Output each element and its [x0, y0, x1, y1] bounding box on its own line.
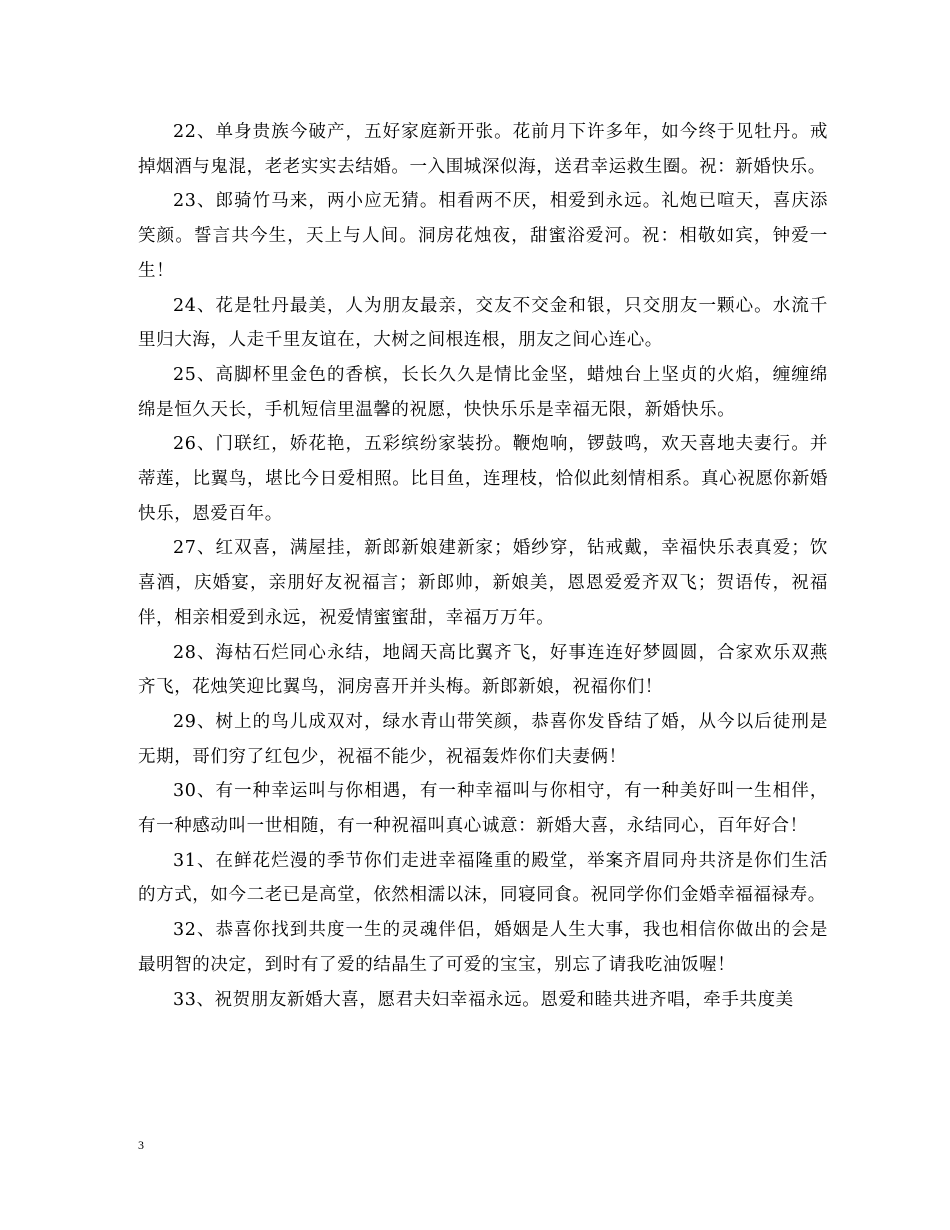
document-body — [138, 115, 828, 1017]
paragraph-29: 29、树上的鸟儿成双对，绿水青山带笑颜，恭喜你发昏结了婚，从今以后徒刑是无期，哥们穷了红包少，祝福不能少，祝福轰炸你们夫妻俩！ — [138, 711, 828, 767]
paragraph-31: 31、在鲜花烂漫的季节你们走进幸福隆重的殿堂，举案齐眉同舟共济是你们生活的方式，如今二老已是高堂，依然相濡以沫，同寝同食。祝同学你们金婚幸福福禄寿。 — [138, 850, 828, 906]
page-number: 3 — [138, 1138, 144, 1152]
paragraph-24: 24、花是牡丹最美，人为朋友最亲，交友不交金和银，只交朋友一颗心。水流千里归大海，人走千里友谊在，大树之间根连根，朋友之间心连心。 — [138, 295, 828, 351]
paragraph-23: 23、郎骑竹马来，两小应无猜。相看两不厌，相爱到永远。礼炮已喧天，喜庆添笑颜。誓言共今生，天上与人间。洞房花烛夜，甜蜜浴爱河。祝：相敬如宾，钟爱一生！ — [138, 191, 828, 281]
paragraph-26: 26、门联红，娇花艳，五彩缤纷家装扮。鞭炮响，锣鼓鸣，欢天喜地夫妻行。并蒂莲，比翼鸟，堪比今日爱相照。比目鱼，连理枝，恰似此刻情相系。真心祝愿你新婚快乐，恩爱百年。 — [138, 434, 828, 524]
paragraph-32: 32、恭喜你找到共度一生的灵魂伴侣，婚姻是人生大事，我也相信你做出的会是最明智的决定，到时有了爱的结晶生了可爱的宝宝，别忘了请我吃油饭喔！ — [138, 920, 828, 975]
paragraph-22: 22、单身贵族今破产，五好家庭新开张。花前月下许多年，如今终于见牡丹。戒掉烟酒与鬼混，老老实实去结婚。一入围城深似海，送君幸运救生圈。祝：新婚快乐。 — [138, 122, 828, 177]
paragraph-27: 27、红双喜，满屋挂，新郎新娘建新家；婚纱穿，钻戒戴，幸福快乐表真爱；饮喜酒，庆婚宴，亲朋好友祝福言；新郎帅，新娘美，恩恩爱爱齐双飞；贺语传，祝福伴，相亲相爱到永远，祝爱情蜜蜜甜，幸福万万年。 — [138, 538, 828, 628]
paragraph-30: 30、有一种幸运叫与你相遇，有一种幸福叫与你相守，有一种美好叫一生相伴，有一种感动叫一世相随，有一种祝福叫真心诚意：新婚大喜，永结同心，百年好合！ — [138, 781, 828, 837]
paragraph-33: 33、祝贺朋友新婚大喜，愿君夫妇幸福永远。恩爱和睦共进齐唱，牵手共度美 — [173, 989, 794, 1010]
paragraph-28: 28、海枯石烂同心永结，地阔天高比翼齐飞，好事连连好梦圆圆，合家欢乐双燕齐飞，花烛笑迎比翼鸟，洞房喜开并头梅。新郎新娘，祝福你们！ — [138, 642, 828, 698]
paragraph-25: 25、高脚杯里金色的香槟，长长久久是情比金坚，蜡烛台上坚贞的火焰，缠缠绵绵是恒久天长，手机短信里温馨的祝愿，快快乐乐是幸福无限，新婚快乐。 — [138, 364, 828, 420]
